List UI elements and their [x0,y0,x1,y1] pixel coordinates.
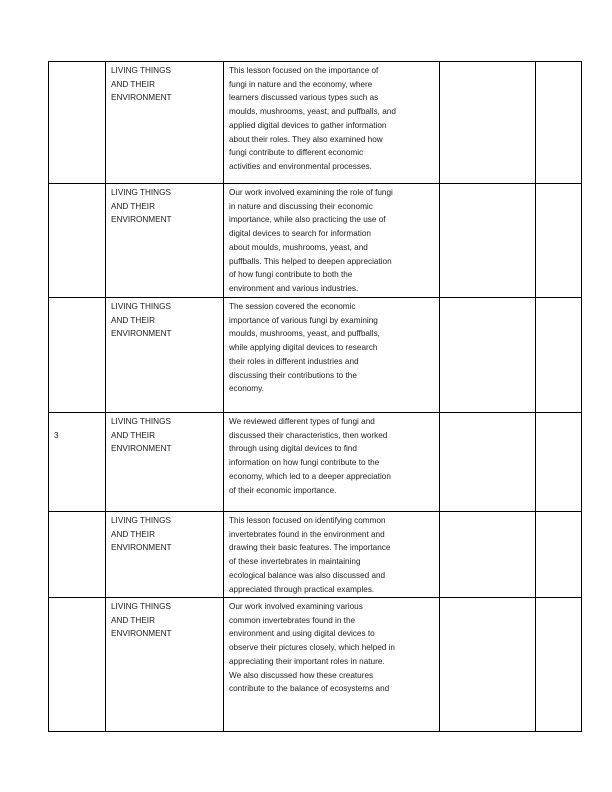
strand-cell: LIVING THINGS AND THEIR ENVIRONMENT [106,62,224,184]
table-row [49,184,582,298]
empty-cell [536,184,582,298]
reflection-cell: Our work involved examining the role of fungi in nature and discussing their economic importance, while also practicing the use of digital devices to search for information about moulds, mushrooms, yeast, and puffballs. This helped to deepen appreciation of how fungi contribute to both the environment and various industries. [224,184,440,298]
week-cell [49,298,106,413]
week-cell: 3 [49,413,106,512]
reflection-cell: The session covered the economic importance of various fungi by examining moulds, mushrooms, yeast, and puffballs, while applying digital devices to research their roles in different industries and discussing their contributions to the economy. [224,298,440,413]
reflection-cell: We reviewed different types of fungi and discussed their characteristics, then worked through using digital devices to find information on how fungi contribute to the economy, which led to a deeper appreciation of their economic importance. [224,413,440,512]
strand-cell: LIVING THINGS AND THEIR ENVIRONMENT [106,512,224,598]
empty-cell [440,598,536,732]
table-row [49,298,582,413]
week-cell [49,512,106,598]
table-row [49,62,582,184]
reflection-cell: This lesson focused on identifying common invertebrates found in the environment and drawing their basic features. The importance of these invertebrates in maintaining ecological balance was also discussed and appreciated through practical examples. [224,512,440,598]
empty-cell [536,62,582,184]
reflection-text: Our work involved examining various common invertebrates found in the environment and using digital devices to observe their pictures closely, which helped in appreciating their important roles in nature. We also discussed how these creatures contribute to the balance of ecosystems and [229,602,395,694]
strand-cell: LIVING THINGS AND THEIR ENVIRONMENT [106,184,224,298]
table-row [49,512,582,598]
reflection-cell [224,598,440,732]
empty-cell [440,512,536,598]
empty-cell [536,598,582,732]
table-row [49,413,582,512]
week-cell [49,184,106,298]
strand-cell: LIVING THINGS AND THEIR ENVIRONMENT [106,413,224,512]
week-cell [49,62,106,184]
empty-cell [440,298,536,413]
empty-cell [536,298,582,413]
empty-cell [440,62,536,184]
empty-cell [440,413,536,512]
empty-cell [440,184,536,298]
empty-cell [536,413,582,512]
table-row [49,598,582,732]
strand-cell: LIVING THINGS AND THEIR ENVIRONMENT [106,598,224,732]
empty-cell [536,512,582,598]
lesson-reflection-table [48,61,582,732]
week-cell [49,598,106,732]
reflection-cell: This lesson focused on the importance of fungi in nature and the economy, where learners discussed various types such as moulds, mushrooms, yeast, and puffballs, and applied digital devices to gather information about their roles. They also examined how fungi contribute to different economic activities and environmental processes. [224,62,440,184]
strand-cell: LIVING THINGS AND THEIR ENVIRONMENT [106,298,224,413]
